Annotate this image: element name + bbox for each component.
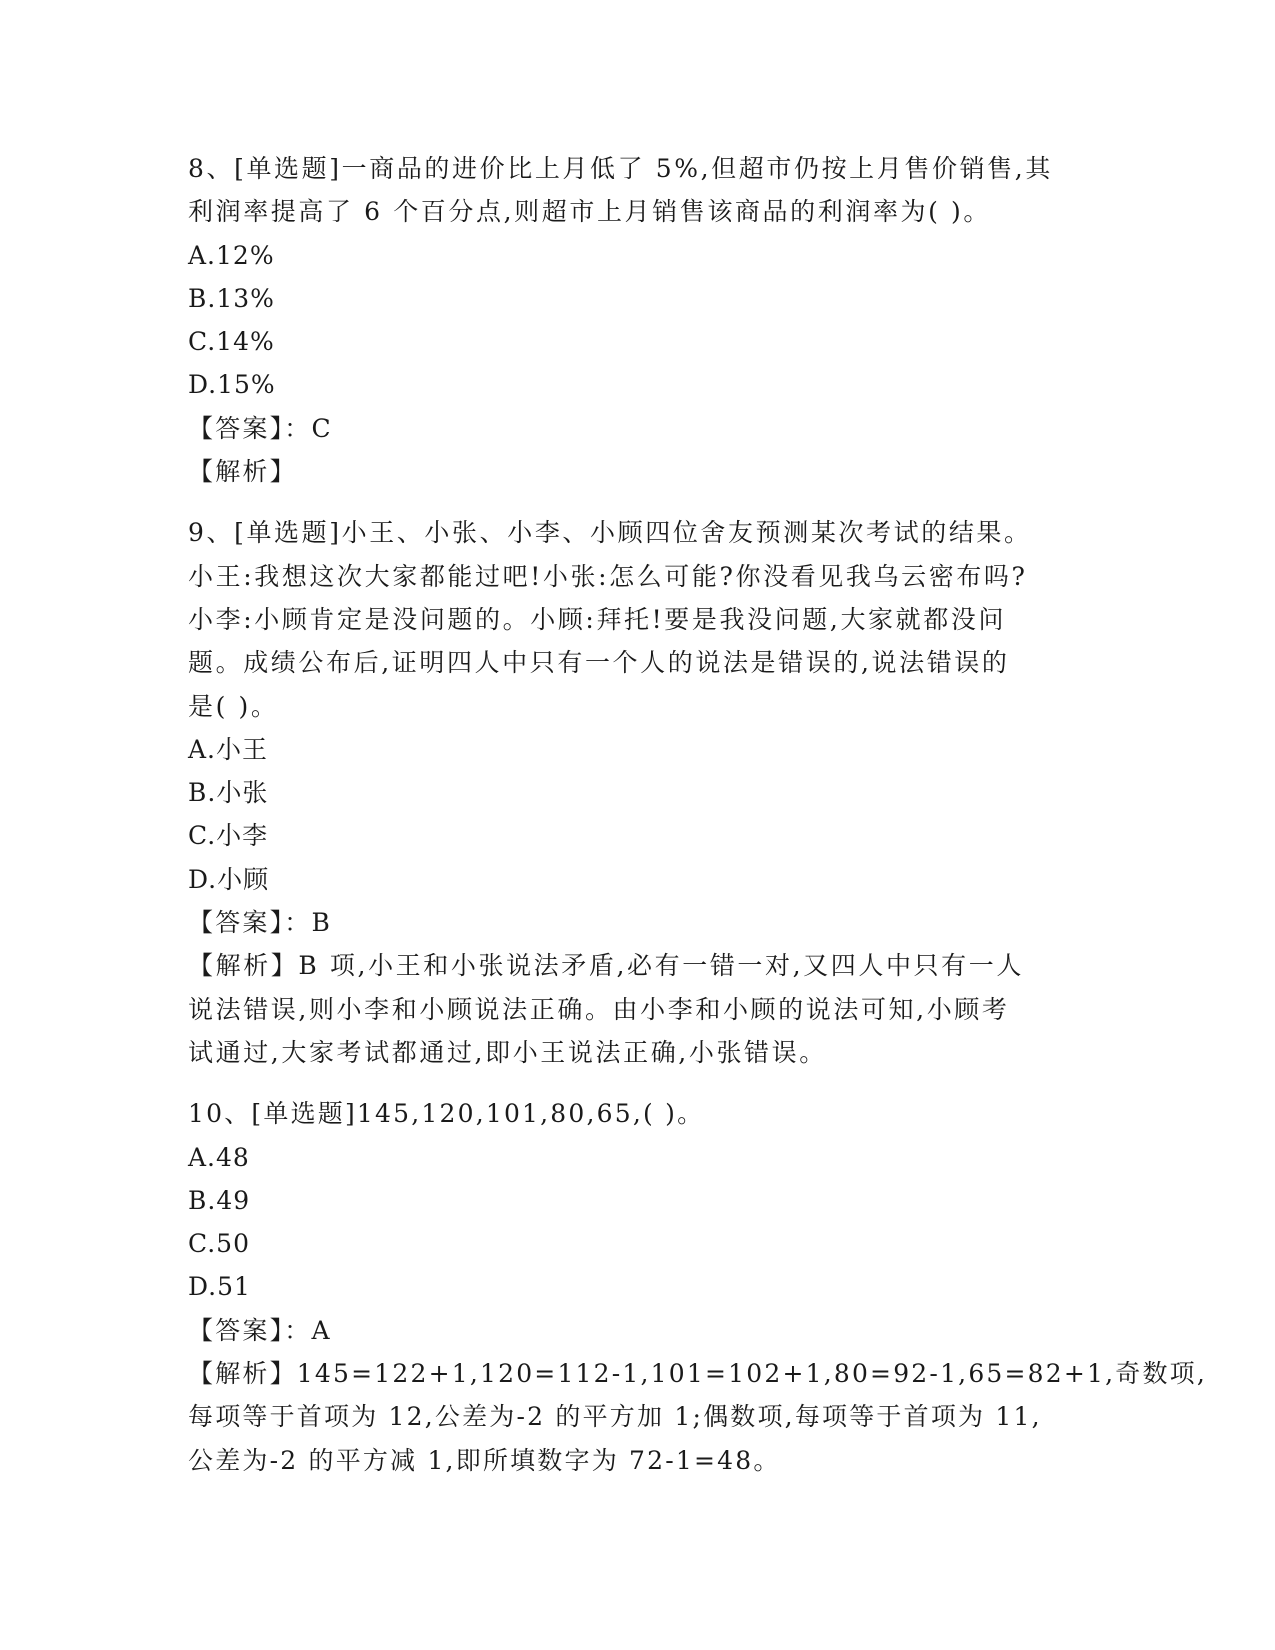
question-stem-line: 利润率提高了 6 个百分点,则超市上月销售该商品的利润率为( )。 (188, 197, 992, 227)
option-c: C.小李 (188, 821, 269, 851)
analysis-line: 每项等于首项为 12,公差为-2 的平方加 1;偶数项,每项等于首项为 11, (188, 1402, 1042, 1432)
analysis-line: 试通过,大家考试都通过,即小王说法正确,小张错误。 (188, 1037, 827, 1067)
option-c: C.14% (188, 327, 275, 357)
analysis-line: 公差为-2 的平方减 1,即所填数字为 72-1=48。 (188, 1445, 781, 1475)
question-9 (188, 511, 1088, 1074)
analysis-line: 说法错误,则小李和小顾说法正确。由小李和小顾的说法可知,小顾考 (188, 994, 1010, 1024)
question-8 (188, 147, 1088, 493)
option-b: B.49 (188, 1185, 251, 1215)
analysis-line: 【解析】B 项,小王和小张说法矛盾,必有一错一对,又四人中只有一人 (188, 951, 1024, 981)
answer-line: 【答案】：C (188, 413, 333, 443)
question-stem-line: 是( )。 (188, 691, 279, 721)
question-10 (188, 1092, 1208, 1482)
option-a: A.48 (188, 1142, 250, 1172)
option-d: D.小顾 (188, 864, 270, 894)
answer-line: 【答案】：A (188, 1315, 332, 1345)
question-stem-line: 10、[单选题]145,120,101,80,65,( )。 (188, 1099, 705, 1129)
analysis-line: 【解析】145=122+1,120=112-1,101=102+1,80=92-1,65=82+1,奇数项, (188, 1359, 1208, 1389)
document-page (188, 147, 1208, 1482)
question-stem-line: 小王:我想这次大家都能过吧!小张:怎么可能?你没看见我乌云密布吗? (188, 561, 1028, 591)
question-stem-line: 9、[单选题]小王、小张、小李、小顾四位舍友预测某次考试的结果。 (188, 518, 1032, 548)
question-stem-line: 小李:小顾肯定是没问题的。小顾:拜托!要是我没问题,大家就都没问 (188, 604, 1007, 634)
option-d: D.51 (188, 1272, 251, 1302)
option-a: A.12% (188, 240, 275, 270)
question-stem-line: 8、[单选题]一商品的进价比上月低了 5%,但超市仍按上月售价销售,其 (188, 154, 1053, 183)
option-c: C.50 (188, 1229, 250, 1259)
option-a: A.小王 (188, 734, 269, 764)
option-b: B.小张 (188, 778, 269, 808)
option-d: D.15% (188, 370, 276, 400)
question-stem-line: 题。成绩公布后,证明四人中只有一个人的说法是错误的,说法错误的 (188, 648, 1010, 678)
option-b: B.13% (188, 283, 275, 313)
analysis-line: 【解析】 (188, 457, 297, 487)
answer-line: 【答案】：B (188, 908, 333, 938)
